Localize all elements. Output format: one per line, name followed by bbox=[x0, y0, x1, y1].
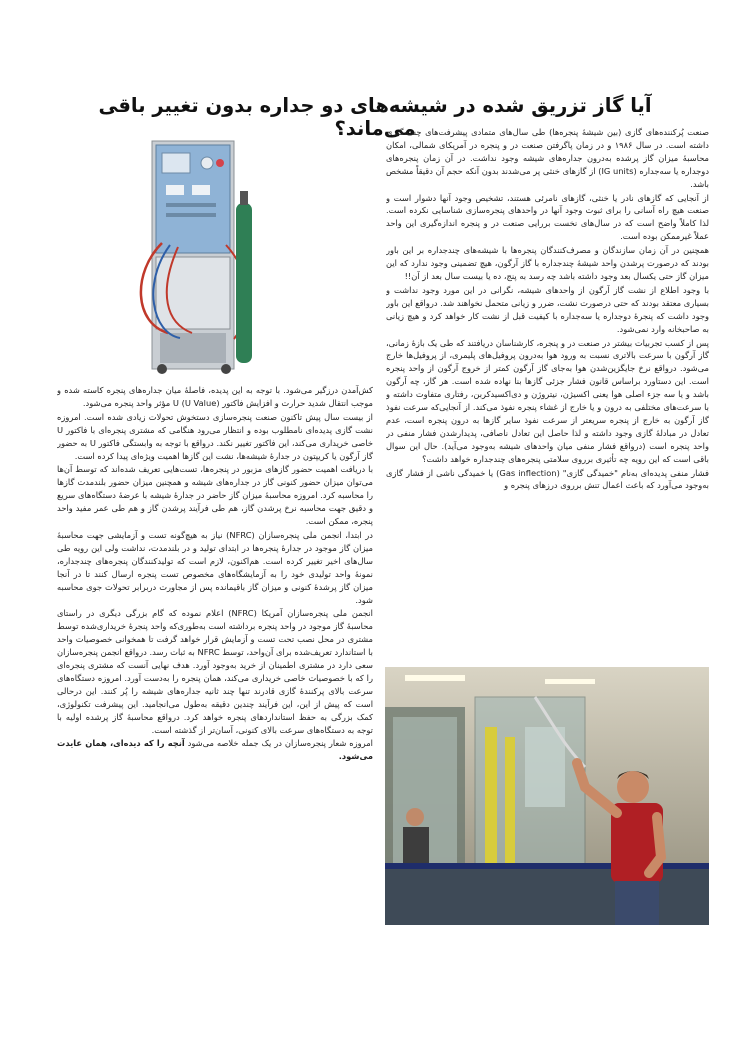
paragraph: همچنین در آن زمان سازندگان و مصرف‌کنندگان پنجره‌ها با شیشه‌های چندجداره بر این باور بودند که درصورت پرشدن واحد شیشهٔ چندجداره با گاز آرگون، هیچ تضمینی وجود ندارد که این میزان گاز حتی یکسال بعد وجود داشته باشد چه رسد به پنج، ده یا بیست سال بعد از آن!! bbox=[386, 245, 709, 281]
paragraph: با وجود اطلاع از نشت گاز آرگون از واحدهای شیشه، نگرانی در این مورد وجود نداشت و بسیاری معتقد بودند که حتی درصورت نشت، ضرر و زیانی متحمل نخواهند شد. درواقع این باور وجود داشت که پنجرهٔ دوجداره یا سه‌جداره با کیفیت قبل از نشت کار خواهد کرد و هیچ زیانی به صاحبخانه وارد نمی‌شود. bbox=[386, 284, 709, 334]
paragraph: پس از کسب تجربیات بیشتر در صنعت در و پنجره، کارشناسان دریافتند که طی یک بازهٔ زمانی، گاز آرگون با سرعت بالاتری نسبت به ورود هوا به‌درون پروفیل‌های پلیمری، از پروفیل‌ها خارج می‌شود. درواقع نرخ جایگزین‌شدن هوا به‌جای گاز آرگون کمتر از خروج آرگون از واحد پنجره است. این دستاورد براساس قانون فشار جزئی گازها بنا نهاده شده است. هر گاز، چه آرگون باشد و یا سه جزء اصلی هوا یعنی اکسیژن، نیتروژن و دی‌اکسیدکربن، رفتاری متفاوت داشته و با سرعت‌های مختلفی به درون و یا خارج از غشاء پنجره نفوذ می‌کند. از آنجایی‌که سرعت نفوذ گاز آرگون به خارج از پنجره سریعتر از سرعت نفوذ سایر گازها به درون پنجره است، عدم تعادل در مبادلهٔ گازی وجود داشته و لذا حاصل این تعادل ناصافی، پدیدارشدن فشار منفی در واحد پنجره است (درواقع فشار منفی میان واحدهای شیشه به‌وجود می‌آید). حال این سوال باقی است که این رویه چه تأثیری برروی سلامتی پنجره‌های چندجداره خواهد داشت؟ bbox=[386, 337, 709, 464]
gas-filling-machine-photo bbox=[122, 133, 272, 376]
paragraph: در ابتدا، انجمن ملی پنجره‌سازان (NFRC) نیاز به هیچ‌گونه تست و آزمایشی جهت محاسبهٔ میزان گاز موجود در جدارهٔ پنجره‌ها در ابتدای تولید و در بلندمدت، نداشت ولی این رویه طی سال‌های اخیر تغییر کرده است. هم‌اکنون، لازم است که تولیدکنندگان پنجره‌های چندجداره، نمونهٔ واحد تولیدی خود را به آزمایشگاه‌های مخصوص تست پنجره ارسال کنند تا در آنجا میزان گاز پرشدهٔ کنونی و میزان گاز باقیمانده پس از مجاورت دربرابر تحولات جوی محاسبه شود. bbox=[57, 529, 373, 605]
paragraph: با دریافت اهمیت حضور گازهای مزبور در پنجره‌ها، تست‌هایی تعریف شده‌اند که توسط آن‌ها می‌توان میزان حضور کنونی گاز در جداره‌های شیشه و همچنین میزان حضور بلندمدت گازها را محاسبه کرد. امروزه محاسبهٔ میزان گاز حاضر در جدارهٔ شیشه با عرضهٔ دستگاه‌های سریع و دقیق جهت محاسبه نرخ پرشدن گاز، هم طی فرآیند پرشدن گاز و هم طی عمر مفید واحد پنجره، ممکن است. bbox=[57, 464, 373, 527]
left-text-column bbox=[57, 384, 373, 940]
paragraph: فشار منفی پدیده‌ای به‌نام "خمیدگی گازی" (Gas inflection) یا خمیدگی ناشی از فشار گازی به‌وجود می‌آورد که باعث اعمال تنش برروی درزهای پنجره و bbox=[386, 467, 709, 491]
paragraph: کش‌آمدن درزگیر می‌شود. با توجه به این پدیده، فاصلهٔ میان جداره‌های پنجره کاسته شده و موجب انتقال شدید حرارت و افزایش فاکتور U (U Value) مؤثر واحد پنجره می‌شود. bbox=[57, 385, 373, 408]
paragraph: از آنجایی که گازهای نادر یا خنثی، گازهای نامرئی هستند، تشخیص وجود آنها دشوار است و صنعت هیچ راه آسانی را برای ثبوت وجود آنها در واحدهای پنجره‌سازی شناسایی نکرده است. لذا کاملاً واضح است که در سال‌های نخست بررایی صنعت در و پنجره اندازه‌گیری این واحد عملاً غیرممکن بوده است. bbox=[386, 192, 709, 242]
closing-lead: امروزه شعار پنجره‌سازان در یک جمله خلاصه می‌شود bbox=[187, 738, 373, 749]
article-title: آیا گاز تزریق شده در شیشه‌های دو جداره بدون تغییر باقی می‌ماند؟ bbox=[98, 94, 652, 140]
paragraph: صنعت پُرکننده‌های گازی (بین شیشهٔ پنجره‌ها) طی سال‌های متمادی پیشرفت‌های چشمگیری داشته است. در سال ۱۹۸۶ و در زمان پاگرفتن صنعت در و پنجره در آمریکای شمالی، امکان محاسبهٔ میزان گاز پرشده به‌درون جداره‌های شیشه وجود نداشت. در آن زمان پنجره‌های دوجداره یا سه‌جداره (IG units) از گازهای خنثی پر می‌شدند بدون آنکه حجم آن دقیقاً مشخص باشد. bbox=[386, 127, 709, 189]
closing-slogan: آنچه را که دیده‌ای، همان عایدت می‌شود. bbox=[57, 738, 373, 762]
closing-paragraph bbox=[57, 737, 373, 763]
right-text-column bbox=[386, 126, 709, 662]
paragraph: از بیست سال پیش تاکنون صنعت پنجره‌سازی دستخوش تحولات زیادی شده است. امروزه نشت گازی پدیده‌ای نامطلوب بوده و انتظار می‌رود هنگامی که مشتری پنجره‌ای با فاکتور U خاصی خریداری می‌کند، این فاکتور تغییر نکند. درواقع با توجه به وابستگی فاکتور U به حضور گاز آرگون یا کریپتون در جدارهٔ شیشه‌ها، نشت این گازها اهمیت ویژه‌ای پیدا کرده است. bbox=[57, 411, 373, 461]
factory-worker-photo bbox=[385, 667, 709, 925]
paragraph: انجمن ملی پنجره‌سازان آمریکا (NFRC) اعلام نموده که گام بزرگی دیگری در راستای محاسبهٔ گاز موجود در واحد پنجره برداشته است به‌طوری‌که واحد پنجرهٔ خریداری‌شده توسط مشتری در محل نصب تحت تست و آزمایش قرار خواهد گرفت تا همخوانی خصوصیات واحد با استاندارد تعریف‌شده برای آن‌واحد، توسط NFRC به ثبات رسد. درواقع انجمن پنجره‌سازان سعی دارد در مشتری اطمینان از خرید به‌وجود آورد. هدف نهایی آنست که مشتری پنجره‌ای را که با خصوصیات خاصی خریداری می‌کند، همان پنجره را به‌دست آورد. امروزه دستگاه‌های سرعت بالای پرکنندهٔ گازی قادرند تنها چند ثانیه جداره‌های شیشه را پُر کنند. این درحالی است که پیش از این، این فرآیند چندین دقیقه به‌طول می‌انجامید. این پیشرفت تکنولوژی، کمک بزرگی به حفظ استانداردهای پنجره خواهد کرد. درواقع محاسبهٔ گاز پرشده اولیه با توجه به دستگاه‌های سرعت بالای کنونی، آسان‌تر از گذشته است. bbox=[57, 608, 373, 735]
